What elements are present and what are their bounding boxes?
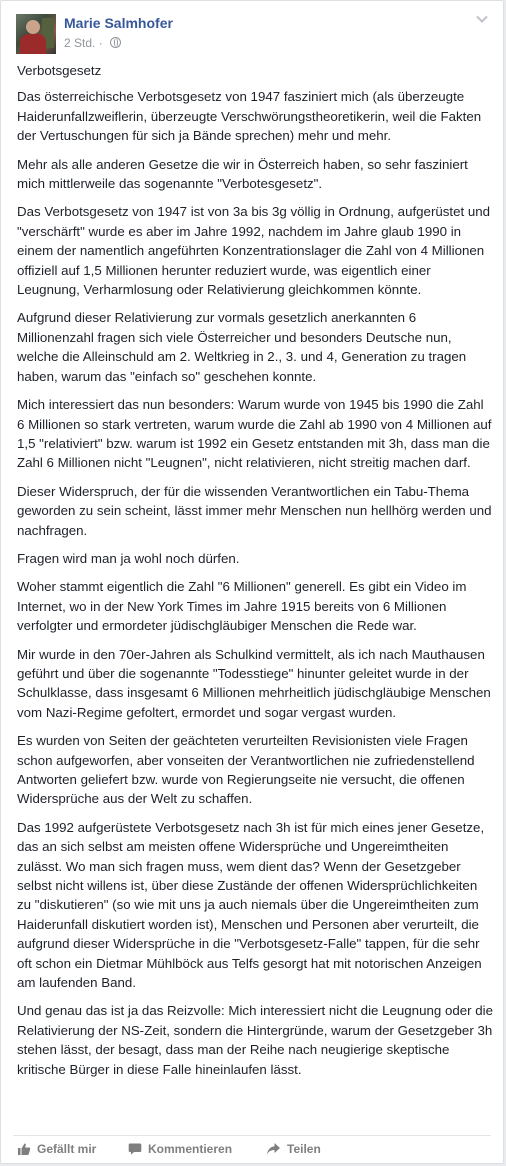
post-timestamp[interactable]: 2 Std. ·	[64, 36, 103, 50]
post-meta	[64, 36, 121, 50]
share-button[interactable]	[266, 1142, 321, 1156]
post-paragraph: Das österreichische Verbotsgesetz von 1947 fasziniert mich (als überzeugte Haiderunfallzweiflerin, überzeugte Verschwörungstheoretikerin, weil die Fakten der Vertuschungen für sich ja Bände sprechen) mehr und mehr.	[17, 89, 482, 144]
post-paragraph: Das Verbotsgesetz von 1947 ist von 3a bis 3g völlig in Ordnung, aufgerüstet und "verschärft" wurde es aber im Jahre 1992, nachdem im Jahre glaub 1990 in einem der namentlich angeführten Konzentrationslager die Zahl von 4 Millionen offiziell auf 1,5 Millionen herunter reduziert wurde, was eigentlich einer Leugnung, Verharmlosung oder Relativierung gleichkommen könnte.	[17, 204, 491, 298]
share-label: Teilen	[287, 1142, 321, 1156]
post-paragraph: Und genau das ist ja das Reizvolle: Mich interessiert nicht die Leugnung oder die Relativierung der NS-Zeit, sondern die Hintergründe, warum der Gesetzgeber 3h stehen lässt, der besagt, dass man der Reihe nach neugierige skeptische kritische Bürger in diese Falle hineinlaufen lässt.	[17, 1003, 494, 1077]
post-paragraph: Aufgrund dieser Relativierung zur vormals gesetzlich anerkannten 6 Millionenzahl fragen sich viele Österreicher und besonders Deutsche nun, welche die Alleinschuld am 2. Weltkrieg in 2., 3. und 4, Generation zu tragen haben, warum das "einfach so" geschehen konnte.	[17, 310, 467, 384]
post-paragraph: Dieser Widerspruch, der für die wissenden Verantwortlichen ein Tabu-Thema geworden zu sein scheint, lässt immer mehr Menschen nun hellhörg werden und nachfragen.	[17, 483, 492, 538]
post-paragraph: Mir wurde in den 70er-Jahren als Schulkind vermittelt, als ich nach Mauthausen geführt und über die sogenannte "Todesstiege" hinunter geleitet wurde in der Schulklasse, dass insgesamt 6 Millionen mehrheitlich jüdischgläubige Menschen vom Nazi-Regime gefoltert, ermordet und sogar vergast wurden.	[17, 646, 491, 720]
post-paragraph: Mehr als alle anderen Gesetze die wir in Österreich haben, so sehr fasziniert mich mittlerweile das sogenannte "Verbotesgesetz".	[17, 156, 468, 192]
thumbs-up-icon	[17, 1142, 31, 1156]
globe-icon	[110, 37, 121, 48]
post-paragraph: Fragen wird man ja wohl noch dürfen.	[17, 550, 240, 566]
post-paragraph: Mich interessiert das nun besonders: Warum wurde von 1945 bis 1990 die Zahl 6 Millionen so stark vertreten, warum wurde die Zahl ab 1990 von 4 Millionen auf 1,5 "relativiert" bzw. warum ist 1992 ein Gesetz entstanden mit 3h, dass man die Zahl 6 Millionen nicht "Leugnen", nicht relativieren, nicht streitig machen darf.	[17, 397, 492, 471]
avatar[interactable]	[16, 14, 56, 54]
post-header	[16, 12, 491, 54]
share-arrow-icon	[266, 1142, 281, 1156]
post-paragraph: Das 1992 aufgerüstete Verbotsgesetz nach 3h ist für mich eines jener Gesetze, das an sich selbst am meisten offene Widersprüche und Ungereimtheiten zulässt. Wo man sich fragen muss, wem dient das? Wenn der Gesetzgeber selbst nicht willens ist, über diese Zustände der offenen Widersprüchlichkeiten zu "diskutieren" (so wie mit uns ja auch niemals über die Ungereimtheiten zum Haiderunfall diskutiert worden ist), Menschen und Personen aber verurteilt, die aufgrund dieser Widersprüche in die "Verbotsgesetz-Falle" tappen, für die sehr oft schon ein Dietmar Mühlböck aus Telfs gesorgt hat mit notorischen Anzeigen am laufenden Band.	[17, 819, 485, 991]
post-body	[17, 61, 493, 1088]
actions-divider	[13, 1135, 491, 1136]
comment-button[interactable]	[128, 1142, 232, 1156]
speech-bubble-icon	[128, 1142, 142, 1156]
like-label: Gefällt mir	[37, 1142, 97, 1156]
post-title: Verbotsgesetz	[17, 63, 102, 78]
post-paragraph: Woher stammt eigentlich die Zahl "6 Millionen" generell. Es gibt ein Video im Internet, wo in der New York Times im Jahre 1915 bereits von 6 Millionen verfolgter und ermordeter jüdischgläubiger Menschen die Rede war.	[17, 579, 467, 634]
comment-label: Kommentieren	[148, 1142, 233, 1156]
like-button[interactable]	[17, 1142, 96, 1156]
post-paragraph: Es wurden von Seiten der geächteten verurteilten Revisionisten viele Fragen schon aufgeworfen, aber vonseiten der Verantwortlichen nie zufriedenstellend Antworten geliefert bzw. wurde von Regierungseite nie versucht, die offenen Widersprüche aus der Welt zu schaffen.	[17, 733, 475, 807]
author-name[interactable]: Marie Salmhofer	[64, 15, 173, 31]
chevron-down-icon[interactable]	[475, 12, 489, 26]
